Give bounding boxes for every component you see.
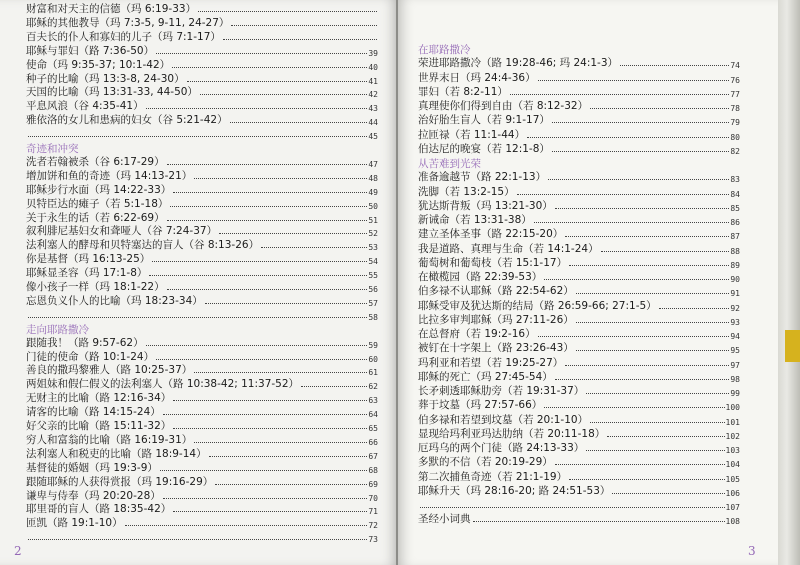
section-heading: 奇迹和冲突 xyxy=(26,143,79,155)
toc-entry-title: 两姐妹和假仁假义的法利塞人（路 10:38-42; 11:37-52） xyxy=(26,378,300,391)
toc-page-number: 39 xyxy=(368,48,378,58)
toc-page-number: 106 xyxy=(725,488,740,498)
toc-page-number: 93 xyxy=(730,317,740,327)
toc-page-number: 51 xyxy=(368,215,378,225)
dot-leader xyxy=(167,164,368,165)
dot-leader xyxy=(173,428,367,429)
dot-leader xyxy=(219,233,367,234)
toc-page-number: 60 xyxy=(368,354,378,364)
toc-entry-title: 新诫命（若 13:31-38） xyxy=(418,214,532,226)
dot-leader xyxy=(612,493,724,494)
toc-entry-title: 耶稣的其他教导（玛 7:3-5, 9-11, 24-27） xyxy=(26,16,230,29)
dot-leader xyxy=(517,194,730,195)
toc-page-number: 70 xyxy=(368,493,378,503)
right-page xyxy=(398,0,778,565)
toc-entry-title: 犹达斯背叛（玛 13:21-30） xyxy=(418,199,553,212)
toc-entry-title: 准备逾越节（路 22:1-13） xyxy=(418,171,547,184)
toc-page-number: 77 xyxy=(730,89,740,99)
toc-page-number: 101 xyxy=(725,417,740,427)
toc-page-number: 43 xyxy=(368,104,378,114)
toc-page-number: 103 xyxy=(725,446,740,455)
toc-page-number: 72 xyxy=(368,521,378,531)
toc-entry-title: 使命（玛 9:35-37; 10:1-42） xyxy=(26,58,171,71)
dot-leader xyxy=(200,94,367,95)
toc-entry-title: 法利塞人的酵母和贝特塞达的盲人（谷 8:13-26） xyxy=(26,239,260,252)
toc-page-number: 68 xyxy=(368,465,378,475)
toc-entry-title: 耶里哥的盲人（路 18:35-42） xyxy=(26,503,172,516)
toc-page-number: 107 xyxy=(725,503,740,512)
dot-leader xyxy=(28,136,367,137)
toc-entry-title: 世界末日（玛 24:4-36） xyxy=(418,71,536,84)
toc-entry-title: 拉匝禄（若 11:1-44） xyxy=(418,128,526,141)
toc-page-number: 50 xyxy=(368,201,378,211)
toc-page-number: 69 xyxy=(368,479,378,489)
dot-leader xyxy=(173,192,367,193)
dot-leader xyxy=(187,81,368,82)
section-heading: 在耶路撒冷 xyxy=(418,44,471,56)
toc-entry-title: 像小孩子一样（玛 18:1-22） xyxy=(26,281,165,293)
toc-entry-title: 耶稣与罪妇（路 7:36-50） xyxy=(26,44,155,57)
toc-entry-title: 耶稣步行水面（玛 14:22-33） xyxy=(26,183,172,196)
toc-entry-title: 治好胎生盲人（若 9:1-17） xyxy=(418,114,550,127)
toc-page-number: 94 xyxy=(730,332,740,341)
toc-entry-title: 伯多禄和若望到坟墓（若 20:1-10） xyxy=(418,413,589,426)
bookmark-tab xyxy=(785,330,800,362)
toc-entry-title: 雅依洛的女儿和患病的妇女（谷 5:21-42） xyxy=(26,114,228,127)
toc-entry-title: 财富和对天主的信德（玛 6:19-33） xyxy=(26,3,197,15)
dot-leader xyxy=(146,345,368,346)
dot-leader xyxy=(194,442,367,443)
toc-entry-title: 长矛刺透耶稣肋旁（若 19:31-37） xyxy=(418,385,585,397)
dot-leader xyxy=(149,275,367,276)
toc-page-number: 100 xyxy=(725,403,740,413)
toc-entry-title: 跟随耶稣的人获得赏报（玛 19:16-29） xyxy=(26,475,214,488)
dot-leader xyxy=(569,265,729,266)
toc-page-number: 82 xyxy=(730,146,740,156)
toc-page-number: 40 xyxy=(368,62,378,72)
dot-leader xyxy=(205,303,368,304)
toc-entry-title: 洗者若翰被杀（谷 6:17-29） xyxy=(26,155,165,168)
toc-entry-title: 厄玛乌的两个门徒（路 24:13-33） xyxy=(418,442,585,454)
dot-leader xyxy=(620,65,729,66)
toc-entry xyxy=(26,528,378,544)
left-page-number: 2 xyxy=(14,544,22,558)
toc-entry-title: 耶稣受审及犹达斯的结局（路 26:59-66; 27:1-5） xyxy=(418,299,657,312)
toc-entry-title: 荣进耶路撒冷（路 19:28-46; 玛 24:1-3） xyxy=(418,57,619,70)
page-stack-edge xyxy=(778,0,800,565)
dot-leader xyxy=(544,407,724,408)
toc-page-number: 65 xyxy=(368,424,378,433)
toc-entry-title: 基督徒的婚姻（玛 19:3-9） xyxy=(26,461,158,474)
dot-leader xyxy=(538,336,730,337)
toc-entry-title: 匝凯（路 19:1-10） xyxy=(26,517,123,530)
dot-leader xyxy=(209,456,368,457)
dot-leader xyxy=(194,178,367,179)
toc-entry-title: 真理使你们得到自由（若 8:12-32） xyxy=(418,100,589,112)
dot-leader xyxy=(156,53,367,54)
toc-entry-title: 你是基督（玛 16:13-25） xyxy=(26,253,151,266)
dot-leader xyxy=(223,39,377,40)
toc-entry-title: 被钉在十字架上（路 23:26-43） xyxy=(418,342,574,355)
toc-page-number: 95 xyxy=(730,346,740,356)
toc-entry xyxy=(26,125,378,141)
toc-entry-title: 种子的比喻（玛 13:3-8, 24-30） xyxy=(26,72,185,85)
toc-entry-title: 伯达尼的晚宴（若 12:1-8） xyxy=(418,142,550,155)
toc-entry-title: 建立圣体圣事（路 22:15-20） xyxy=(418,228,564,241)
toc-entry-title: 穷人和富翁的比喻（路 16:19-31） xyxy=(26,433,193,446)
toc-page-number: 108 xyxy=(725,517,740,527)
toc-entry xyxy=(418,510,740,526)
toc-page-number: 91 xyxy=(730,289,740,299)
toc-entry-title: 在橄榄园（路 22:39-53） xyxy=(418,271,543,283)
dot-leader xyxy=(590,422,724,423)
dot-leader xyxy=(125,525,368,526)
dot-leader xyxy=(173,400,367,401)
dot-leader xyxy=(420,507,725,508)
toc-page-number: 84 xyxy=(730,189,740,199)
dot-leader xyxy=(163,414,368,415)
toc-page-number: 79 xyxy=(730,118,740,128)
toc-entry-title: 忘恩负义仆人的比喻（玛 18:23-34） xyxy=(26,294,203,307)
toc-page-number: 45 xyxy=(368,132,378,142)
toc-page-number: 92 xyxy=(730,303,740,313)
dot-leader xyxy=(198,11,377,12)
dot-leader xyxy=(590,108,729,109)
dot-leader xyxy=(510,94,729,95)
toc-entry-title: 耶稣显圣容（玛 17:1-8） xyxy=(26,267,148,280)
dot-leader xyxy=(607,436,724,437)
toc-page-number: 73 xyxy=(368,535,378,545)
toc-page-number: 83 xyxy=(730,175,740,185)
toc-entry-title: 叙利腓尼基妇女和聋哑人（谷 7:24-37） xyxy=(26,225,218,238)
dot-leader xyxy=(261,247,367,248)
toc-page-number: 85 xyxy=(730,203,740,213)
toc-entry-title: 跟随我！（路 9:57-62） xyxy=(26,336,144,349)
toc-page-number: 41 xyxy=(368,76,378,86)
toc-page-number: 88 xyxy=(730,246,740,256)
toc-page-number: 104 xyxy=(725,460,740,470)
toc-page-number: 98 xyxy=(730,374,740,384)
dot-leader xyxy=(173,511,367,512)
toc-page-number: 105 xyxy=(725,474,740,484)
dot-leader xyxy=(601,251,730,252)
toc-page-number: 97 xyxy=(730,360,740,370)
dot-leader xyxy=(160,470,367,471)
dot-leader xyxy=(163,498,368,499)
dot-leader xyxy=(167,289,368,290)
toc-entry-title: 百夫长的仆人和寡妇的儿子（玛 7:1-17） xyxy=(26,30,221,43)
toc-entry-title: 耶稣升天（玛 28:16-20; 路 24:51-53） xyxy=(418,484,611,497)
toc-page-number: 53 xyxy=(368,243,378,253)
toc-page-number: 62 xyxy=(368,382,378,392)
dot-leader xyxy=(231,25,377,26)
dot-leader xyxy=(194,372,367,373)
section-heading: 走向耶路撒冷 xyxy=(26,323,89,336)
toc-page-number: 89 xyxy=(730,260,740,270)
toc-page-number: 86 xyxy=(730,218,740,227)
toc-page-number: 54 xyxy=(368,257,378,267)
toc-entry-title: 谦卑与侍奉（玛 20:20-28） xyxy=(26,489,161,502)
toc-page-number: 59 xyxy=(368,340,378,350)
dot-leader xyxy=(555,379,730,380)
dot-leader xyxy=(301,386,367,387)
toc-page-number: 78 xyxy=(730,104,740,113)
toc-page-number: 64 xyxy=(368,410,378,420)
dot-leader xyxy=(172,67,367,68)
toc-entry-title: 增加饼和鱼的奇迹（玛 14:13-21） xyxy=(26,169,193,182)
dot-leader xyxy=(28,317,367,318)
toc-entry-title: 比拉多审判耶稣（玛 27:11-26） xyxy=(418,313,574,326)
dot-leader xyxy=(152,261,367,262)
toc-page-number: 56 xyxy=(368,285,378,294)
toc-entry-title: 门徒的使命（路 10:1-24） xyxy=(26,350,155,363)
toc-page-number: 58 xyxy=(368,312,378,322)
toc-page-number: 61 xyxy=(368,368,378,378)
dot-leader xyxy=(230,122,368,123)
toc-entry-title: 善良的撒玛黎雅人（路 10:25-37） xyxy=(26,364,193,377)
toc-entry-title: 多默的不信（若 20:19-29） xyxy=(418,456,553,469)
right-page-number: 3 xyxy=(748,544,756,558)
toc-page-number: 67 xyxy=(368,451,378,461)
dot-leader xyxy=(576,350,730,351)
toc-page-number: 99 xyxy=(730,389,740,398)
toc-page-number: 52 xyxy=(368,229,378,239)
dot-leader xyxy=(576,322,730,323)
dot-leader xyxy=(569,479,724,480)
dot-leader xyxy=(146,108,368,109)
toc-entry-title: 葬于坟墓（玛 27:57-66） xyxy=(418,399,543,412)
dot-leader xyxy=(586,450,724,451)
dot-leader xyxy=(534,222,730,223)
toc-page-number: 76 xyxy=(730,75,740,85)
toc-page-number: 80 xyxy=(730,132,740,142)
toc-page-number: 66 xyxy=(368,437,378,447)
toc-entry xyxy=(418,140,740,156)
toc-entry-title: 好父亲的比喻（路 15:11-32） xyxy=(26,420,172,432)
dot-leader xyxy=(527,137,729,138)
dot-leader xyxy=(576,293,730,294)
toc-page-number: 71 xyxy=(368,507,378,517)
toc-page-number: 49 xyxy=(368,187,378,197)
toc-page-number: 57 xyxy=(368,298,378,308)
toc-entry-title: 请客的比喻（路 14:15-24） xyxy=(26,406,161,419)
toc-page-number: 74 xyxy=(730,61,740,71)
toc-entry-title: 葡萄树和葡萄枝（若 15:1-17） xyxy=(418,256,568,269)
left-page xyxy=(0,0,398,565)
toc-entry-title: 洗脚（若 13:2-15） xyxy=(418,185,515,198)
toc-entry-title: 法利塞人和税吏的比喻（路 18:9-14） xyxy=(26,447,207,460)
toc-entry-title: 我是道路、真理与生命（若 14:1-24） xyxy=(418,242,599,255)
dot-leader xyxy=(215,484,367,485)
dot-leader xyxy=(659,308,730,309)
dot-leader xyxy=(555,208,730,209)
toc-page-number: 47 xyxy=(368,159,378,169)
toc-entry-title: 罪妇（若 8:2-11） xyxy=(418,85,508,98)
toc-page-number: 90 xyxy=(730,275,740,284)
dot-leader xyxy=(565,365,729,366)
toc-entry-title: 贝特臣达的瘫子（若 5:1-18） xyxy=(26,197,169,210)
toc-entry-title: 玛利亚和若望（若 19:25-27） xyxy=(418,356,564,369)
dot-leader xyxy=(565,236,729,237)
dot-leader xyxy=(552,151,729,152)
toc-page-number: 63 xyxy=(368,396,378,406)
dot-leader xyxy=(167,220,368,221)
toc-entry-title: 圣经小词典 xyxy=(418,513,471,526)
dot-leader xyxy=(28,539,367,540)
toc-entry-title: 伯多禄不认耶稣（路 22:54-62） xyxy=(418,285,574,298)
dot-leader xyxy=(473,521,725,522)
toc-entry-title: 天国的比喻（玛 13:31-33, 44-50） xyxy=(26,86,198,99)
toc-entry-title: 耶稣的死亡（玛 27:45-54） xyxy=(418,370,553,383)
toc-entry-title: 第二次捕鱼奇迹（若 21:1-19） xyxy=(418,470,568,483)
toc-entry-title: 无财主的比喻（路 12:16-34） xyxy=(26,392,172,405)
toc-page-number: 55 xyxy=(368,271,378,281)
dot-leader xyxy=(548,179,729,180)
dot-leader xyxy=(555,464,725,465)
toc-page-number: 44 xyxy=(368,118,378,128)
toc-entry xyxy=(26,306,378,322)
toc-page-number: 102 xyxy=(725,431,740,441)
toc-entry-title: 关于永生的话（若 6:22-69） xyxy=(26,211,165,224)
dot-leader xyxy=(538,80,730,81)
toc-page-number: 48 xyxy=(368,173,378,183)
dot-leader xyxy=(170,206,367,207)
dot-leader xyxy=(156,359,367,360)
toc-page-number: 87 xyxy=(730,232,740,242)
toc-page-number: 42 xyxy=(368,90,378,100)
section-heading: 从苦难到光荣 xyxy=(418,158,481,170)
dot-leader xyxy=(586,393,729,394)
toc-entry-title: 平息风浪（谷 4:35-41） xyxy=(26,100,144,113)
dot-leader xyxy=(544,279,729,280)
toc-entry-title: 显现给玛利亚玛达肋纳（若 20:11-18） xyxy=(418,427,606,440)
dot-leader xyxy=(552,122,729,123)
toc-entry-title: 在总督府（若 19:2-16） xyxy=(418,328,536,340)
